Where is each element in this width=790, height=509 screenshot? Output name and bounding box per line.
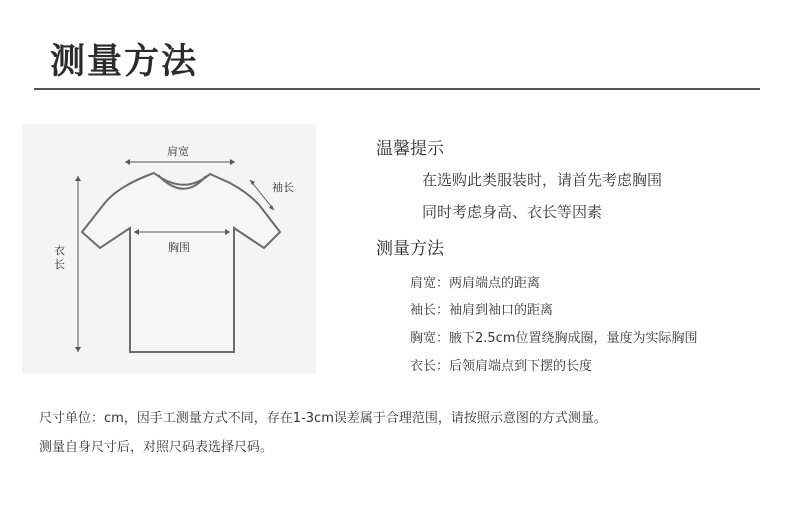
tshirt-outline — [82, 173, 280, 352]
method-item-shoulder: 肩宽：两肩端点的距离 — [410, 276, 541, 291]
sleeve-length-label: 袖长 — [272, 181, 294, 194]
note-line-1: 尺寸单位：cm，因手工测量方式不同，存在1-3cm误差属于合理范围，请按照示意图的方式测量。 — [39, 411, 607, 426]
note-line-2: 测量自身尺寸后，对照尺码表选择尺码。 — [39, 440, 274, 455]
method-item-length: 衣长：后领肩端点到下摆的长度 — [410, 359, 593, 374]
tip-line-1: 在选购此类服装时，请首先考虑胸围 — [422, 171, 663, 189]
page-title: 测量方法 — [50, 42, 199, 82]
body-length-label-2: 长 — [54, 258, 65, 271]
tshirt-measurement-diagram — [22, 124, 316, 374]
chest-width-label: 胸围 — [168, 241, 190, 254]
shoulder-width-label: 肩宽 — [167, 145, 189, 158]
method-item-sleeve: 袖长：袖肩到袖口的距离 — [410, 303, 554, 318]
tshirt-illustration — [22, 124, 316, 374]
title-divider — [34, 88, 760, 90]
method-heading: 测量方法 — [376, 239, 444, 259]
tip-line-2: 同时考虑身高、衣长等因素 — [422, 203, 603, 221]
tips-heading: 温馨提示 — [376, 139, 444, 159]
method-item-chest: 胸宽：腋下2.5cm位置绕胸成圈，量度为实际胸围 — [410, 331, 698, 346]
body-length-label-1: 衣 — [54, 244, 65, 257]
